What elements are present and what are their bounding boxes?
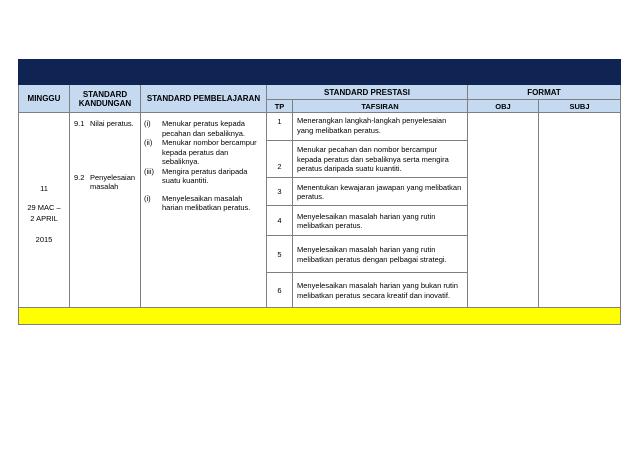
- sp-item-number: (i): [144, 119, 151, 128]
- sp-item-text: Menyelesaikan masalah harian melibatkan peratus.: [162, 193, 251, 212]
- tp-level-cell: [267, 178, 293, 206]
- tafsiran-cell: [293, 113, 468, 141]
- standard-kandungan-cell: [70, 113, 141, 308]
- tafsiran-cell: [293, 178, 468, 206]
- date-range-line2: 2 APRIL: [30, 214, 58, 223]
- yellow-footer-band-row: [19, 308, 621, 325]
- minggu-header: MINGGU: [19, 85, 70, 113]
- sk-item-number: 9.2: [74, 172, 85, 182]
- sp-item-number: (i): [144, 193, 151, 203]
- yellow-footer-band: [19, 308, 621, 325]
- subj-cell: [539, 113, 621, 308]
- format-header: FORMAT: [468, 85, 621, 100]
- sp-item-number: (iii): [144, 166, 154, 176]
- sk-item: [74, 173, 136, 192]
- standard-pembelajaran-cell: [141, 113, 267, 308]
- tafsiran-text: Menyelesaikan masalah harian yang bukan rutin melibatkan peratus secara kreatif dan inovatif.: [297, 281, 458, 300]
- sp-item-text: Menukar nombor bercampur kepada peratus dan sebaliknya.: [162, 138, 257, 166]
- week-number: 11: [40, 184, 48, 193]
- tp-level-cell: [267, 273, 293, 308]
- minggu-cell: [19, 113, 70, 308]
- tp-level-cell: [267, 141, 293, 178]
- subj-header: SUBJ: [539, 100, 621, 113]
- navy-header-band-row: [19, 60, 621, 85]
- tp-level: 2: [277, 162, 282, 171]
- tafsiran-text: Menerangkan langkah-langkah penyelesaian yang melibatkan peratus.: [297, 116, 447, 135]
- tafsiran-header: TAFSIRAN: [293, 100, 468, 113]
- rpt-table-sheet: [18, 59, 620, 325]
- tp-level: 4: [277, 216, 282, 225]
- sk-item: [74, 119, 136, 129]
- tafsiran-cell: [293, 206, 468, 236]
- obj-header: OBJ: [468, 100, 539, 113]
- year: 2015: [35, 235, 53, 244]
- tp-level-cell: [267, 206, 293, 236]
- rpt-table: [18, 59, 621, 325]
- sk-item-number: 9.1: [74, 119, 85, 128]
- body-row-tp1: [19, 113, 621, 141]
- tafsiran-text: Menukar pecahan dan nombor bercampur kepada peratus dan sebaliknya serta mengira peratus daripada suatu kuantiti.: [297, 145, 449, 174]
- tafsiran-text: Menyelesaikan masalah harian yang rutin melibatkan peratus dengan pelbagai strategi.: [297, 245, 447, 264]
- header-row-1: [19, 85, 621, 100]
- obj-cell: [468, 113, 539, 308]
- tp-level: 1: [277, 117, 282, 126]
- tp-level: 6: [277, 285, 282, 295]
- navy-header-band: [19, 60, 621, 85]
- tp-level: 3: [277, 187, 282, 196]
- tafsiran-cell: [293, 273, 468, 308]
- tafsiran-cell: [293, 141, 468, 178]
- tp-level: 5: [277, 249, 282, 259]
- sk-item-text: Penyelesaian masalah: [90, 172, 136, 191]
- sp-item-number: (ii): [144, 138, 153, 147]
- tp-level-cell: [267, 236, 293, 273]
- date-range-line1: 29 MAC –: [27, 203, 61, 212]
- sp-item-text: Mengira peratus daripada suatu kuantiti.: [162, 166, 248, 185]
- tp-header: TP: [267, 100, 293, 113]
- standard-pembelajaran-header: STANDARD PEMBELAJARAN: [141, 85, 267, 113]
- sp-item: [144, 167, 262, 186]
- standard-prestasi-header: STANDARD PRESTASI: [267, 85, 468, 100]
- sp-item: [144, 119, 262, 138]
- sp-item: [144, 194, 262, 213]
- sp-item: [144, 138, 262, 167]
- tp-level-cell: [267, 113, 293, 141]
- tafsiran-text: Menentukan kewajaran jawapan yang melibatkan peratus.: [297, 182, 462, 201]
- sp-item-text: Menukar peratus kepada pecahan dan sebaliknya.: [162, 119, 245, 138]
- tafsiran-cell: [293, 236, 468, 273]
- tafsiran-text: Menyelesaikan masalah harian yang rutin melibatkan peratus.: [297, 211, 436, 230]
- standard-kandungan-header: STANDARD KANDUNGAN: [70, 85, 141, 113]
- sk-item-text: Nilai peratus.: [90, 119, 134, 128]
